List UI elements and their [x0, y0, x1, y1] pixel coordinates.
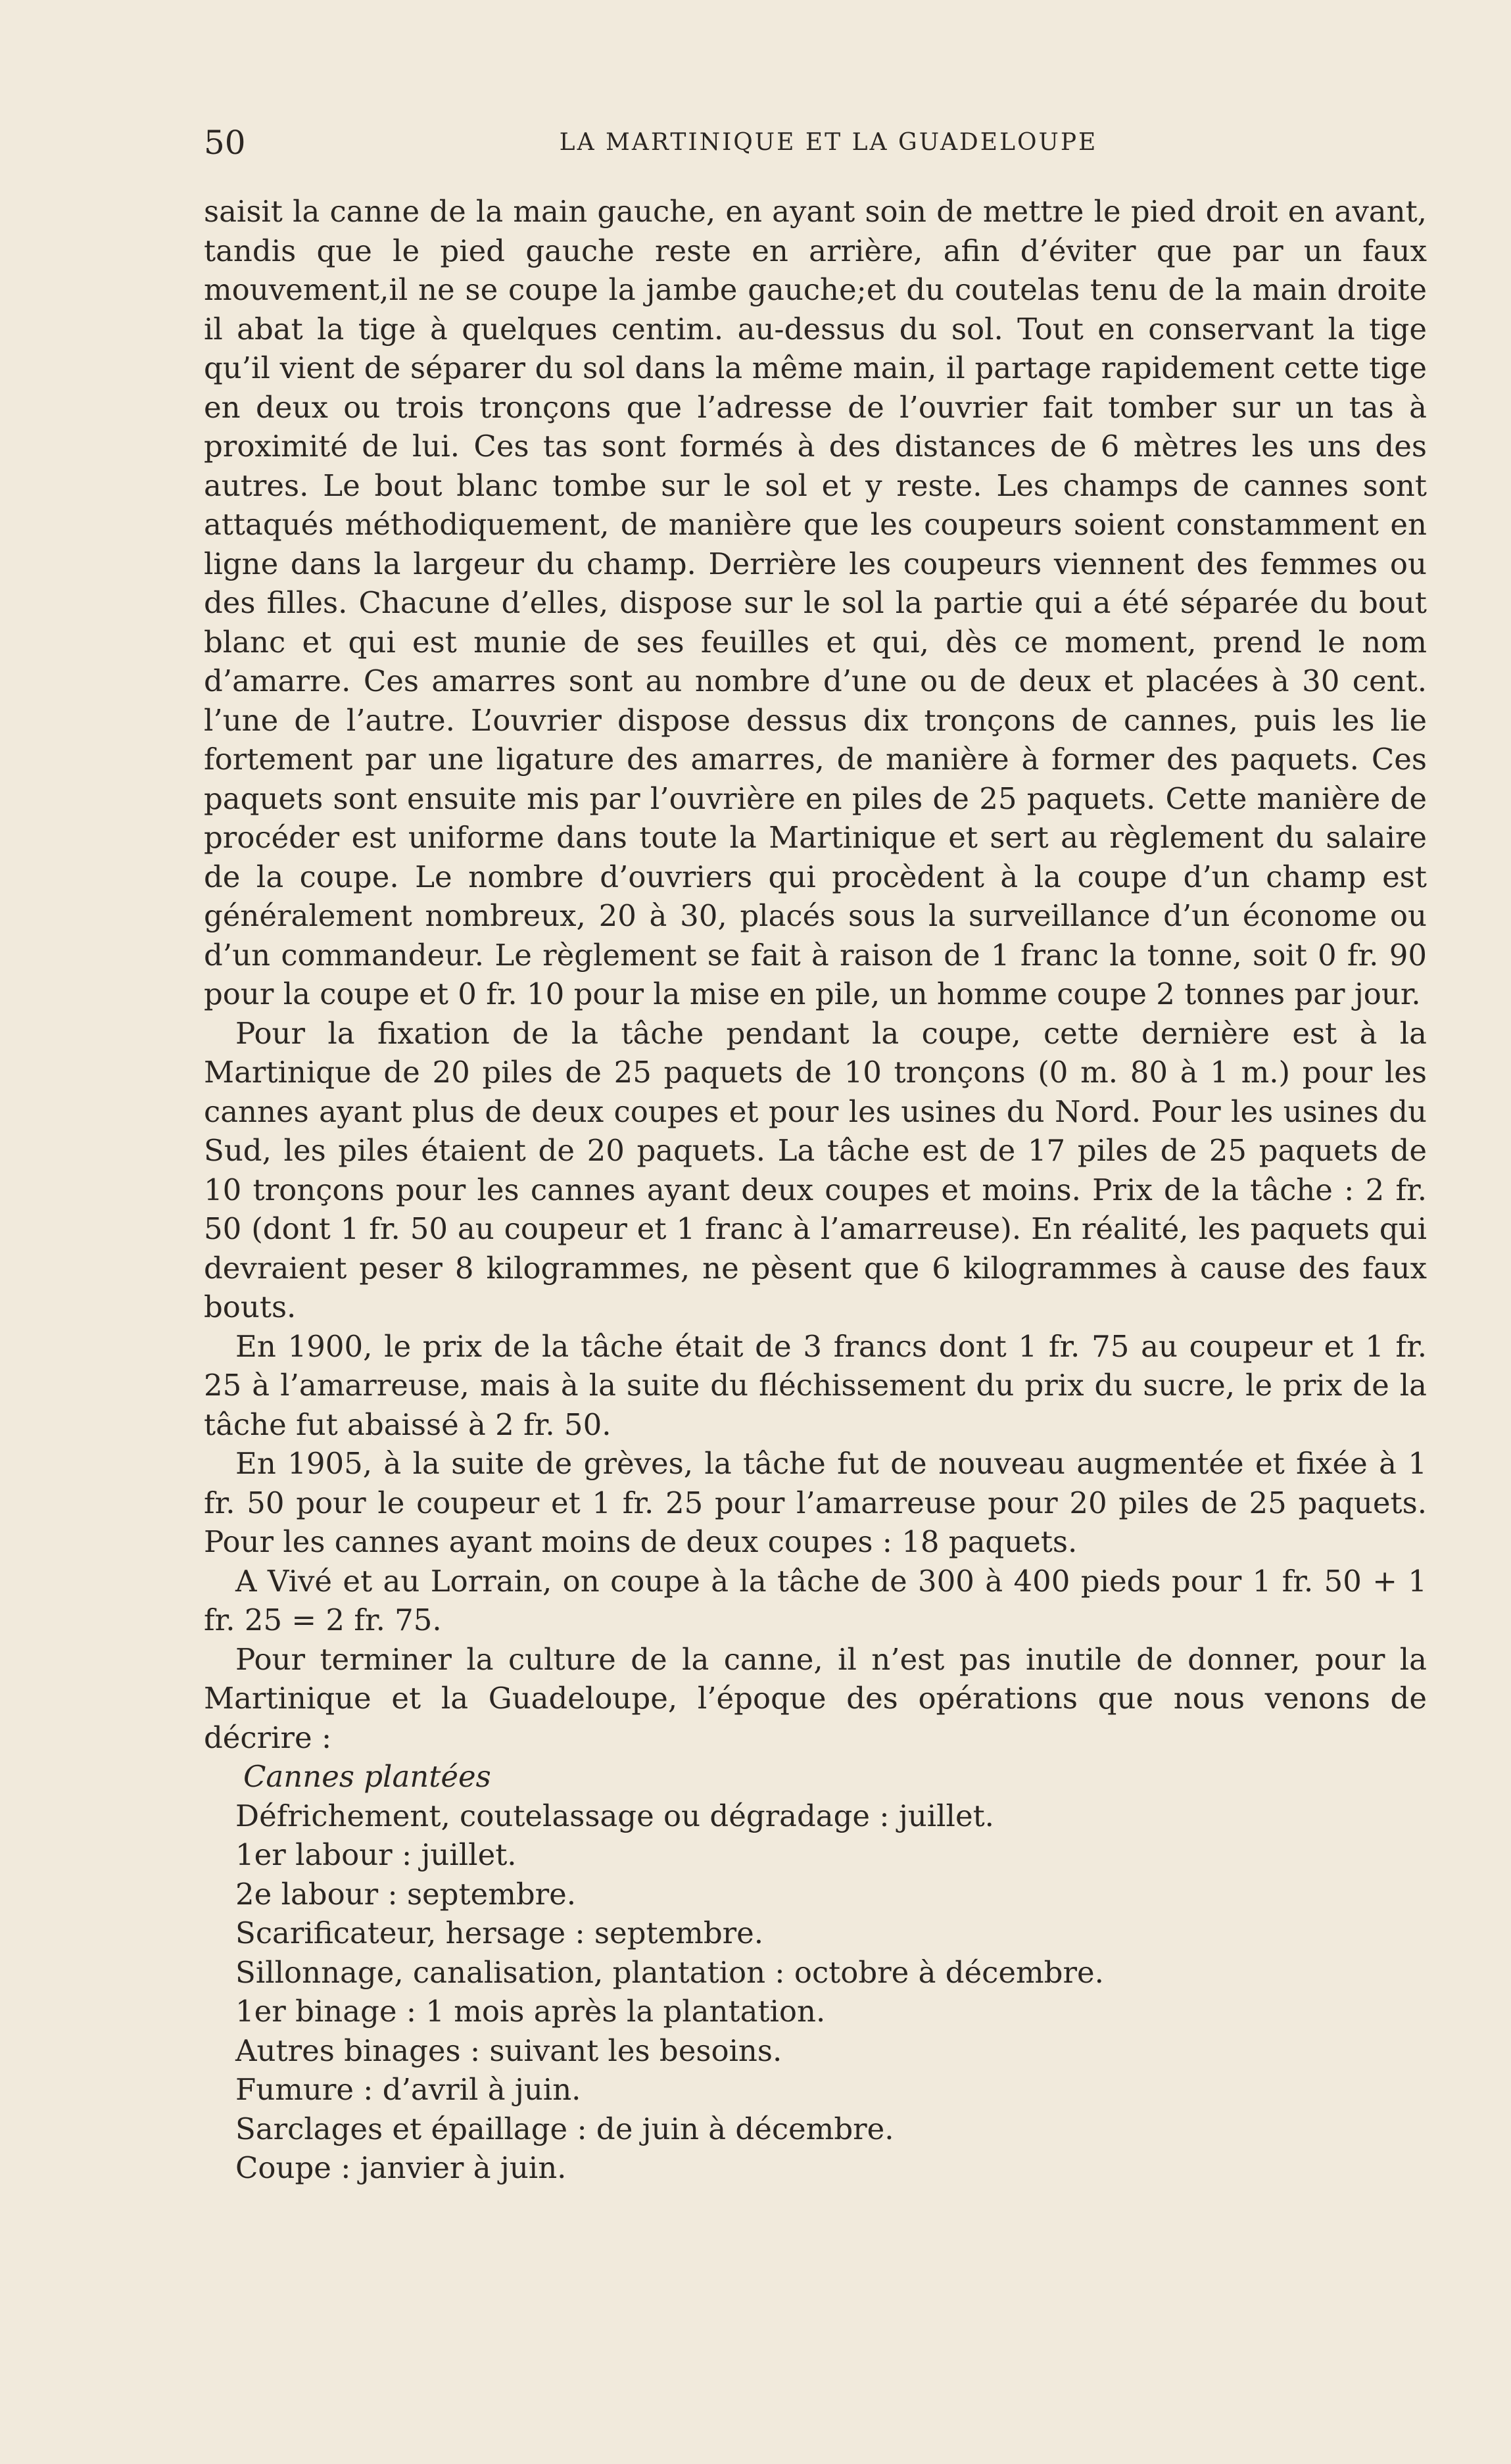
operations-schedule [204, 1797, 1427, 2188]
page-number: 50 [204, 124, 246, 162]
schedule-item: Sillonnage, canalisation, plantation : octobre à décembre. [235, 1954, 1104, 1990]
schedule-item: 1er binage : 1 mois après la plantation. [235, 1994, 826, 2029]
schedule-item: Scarificateur, hersage : septembre. [235, 1916, 764, 1950]
paragraph-task-setting: Pour la fixation de la tâche pendant la coupe, cette dernière est à la Martinique de 20 piles de 25 paquets de 10 tronçons (0 m. 80 à 1 m.) pour les cannes ayant plus de deux coupes et pour les usines du Nord. Pour les usines du Sud, les piles étaient de 20 paquets. La tâche est de 17 piles de 25 paquets de 10 tronçons pour les cannes ayant deux coupes et moins. Prix de la tâche : 2 fr. 50 (dont 1 fr. 50 au coupeur et 1 franc à l’amarreuse). En réalité, les paquets qui devraient peser 8 kilogrammes, ne pèsent que 6 kilogrammes à cause des faux bouts. [204, 1015, 1427, 1324]
body-text [204, 192, 1427, 2188]
paragraph-1900-price: En 1900, le prix de la tâche était de 3 francs dont 1 fr. 75 au coupeur et 1 fr. 25 à l’amarreuse, mais à la suite du fléchissement du prix du sucre, le prix de la tâche fut abaissé à 2 fr. 50. [204, 1328, 1427, 1442]
section-title: Cannes plantées [243, 1759, 491, 1794]
running-head: LA MARTINIQUE ET LA GUADELOUPE [559, 129, 1098, 156]
paragraph-conclusion: Pour terminer la culture de la canne, il n’est pas inutile de donner, pour la Martinique et la Guadeloupe, l’époque des opérations que nous venons de décrire : [204, 1641, 1427, 1755]
schedule-item: Défrichement, coutelassage ou dégradage : juillet. [235, 1798, 994, 1833]
schedule-item: Coupe : janvier à juin. [235, 2150, 567, 2185]
page-header [204, 120, 1427, 166]
schedule-item: Sarclages et épaillage : de juin à décembre. [235, 2111, 894, 2146]
schedule-item: 2e labour : septembre. [235, 1876, 577, 1912]
schedule-item: Autres binages : suivant les besoins. [235, 2033, 782, 2068]
schedule-item: Fumure : d’avril à juin. [235, 2072, 581, 2107]
paragraph-vive-lorrain: A Vivé et au Lorrain, on coupe à la tâche de 300 à 400 pieds pour 1 fr. 50 + 1 fr. 25 = 2 fr. 75. [204, 1563, 1427, 1637]
schedule-item: 1er labour : juillet. [235, 1837, 517, 1872]
paragraph-cane-cutting: saisit la canne de la main gauche, en ayant soin de mettre le pied droit en avant, tandis que le pied gauche reste en arrière, afin d’éviter que par un faux mouvement,il ne se coupe la jambe gauche;et du coutelas tenu de la main droite il abat la tige à quelques centim. au-dessus du sol. Tout en conservant la tige qu’il vient de séparer du sol dans la même main, il partage rapidement cette tige en deux ou trois tronçons que l’adresse de l’ouvrier fait tomber sur un tas à proximité de lui. Ces tas sont formés à des distances de 6 mètres les uns des autres. Le bout blanc tombe sur le sol et y reste. Les champs de cannes sont attaqués méthodiquement, de manière que les coupeurs soient constamment en ligne dans la largeur du champ. Derrière les coupeurs viennent des femmes ou des filles. Chacune d’elles, dispose sur le sol la partie qui a été séparée du bout blanc et qui est munie de ses feuilles et qui, dès ce moment, prend le nom d’amarre. Ces amarres sont au nombre d’une ou de deux et placées à 30 cent. l’une de l’autre. L’ouvrier dispose dessus dix tronçons de cannes, puis les lie fortement par une ligature des amarres, de manière à former des paquets. Ces paquets sont ensuite mis par l’ouvrière en piles de 25 paquets. Cette manière de procéder est uniforme dans toute la Martinique et sert au règlement du salaire de la coupe. Le nombre d’ouvriers qui procèdent à la coupe d’un champ est généralement nombreux, 20 à 30, placés sous la surveillance d’un économe ou d’un commandeur. Le règlement se fait à raison de 1 franc la tonne, soit 0 fr. 90 pour la coupe et 0 fr. 10 pour la mise en pile, un homme coupe 2 tonnes par jour. [204, 194, 1427, 1011]
paragraph-1905-strikes: En 1905, à la suite de grèves, la tâche fut de nouveau augmentée et fixée à 1 fr. 50 pour le coupeur et 1 fr. 25 pour l’amarreuse pour 20 piles de 25 paquets. Pour les cannes ayant moins de deux coupes : 18 paquets. [204, 1446, 1427, 1559]
